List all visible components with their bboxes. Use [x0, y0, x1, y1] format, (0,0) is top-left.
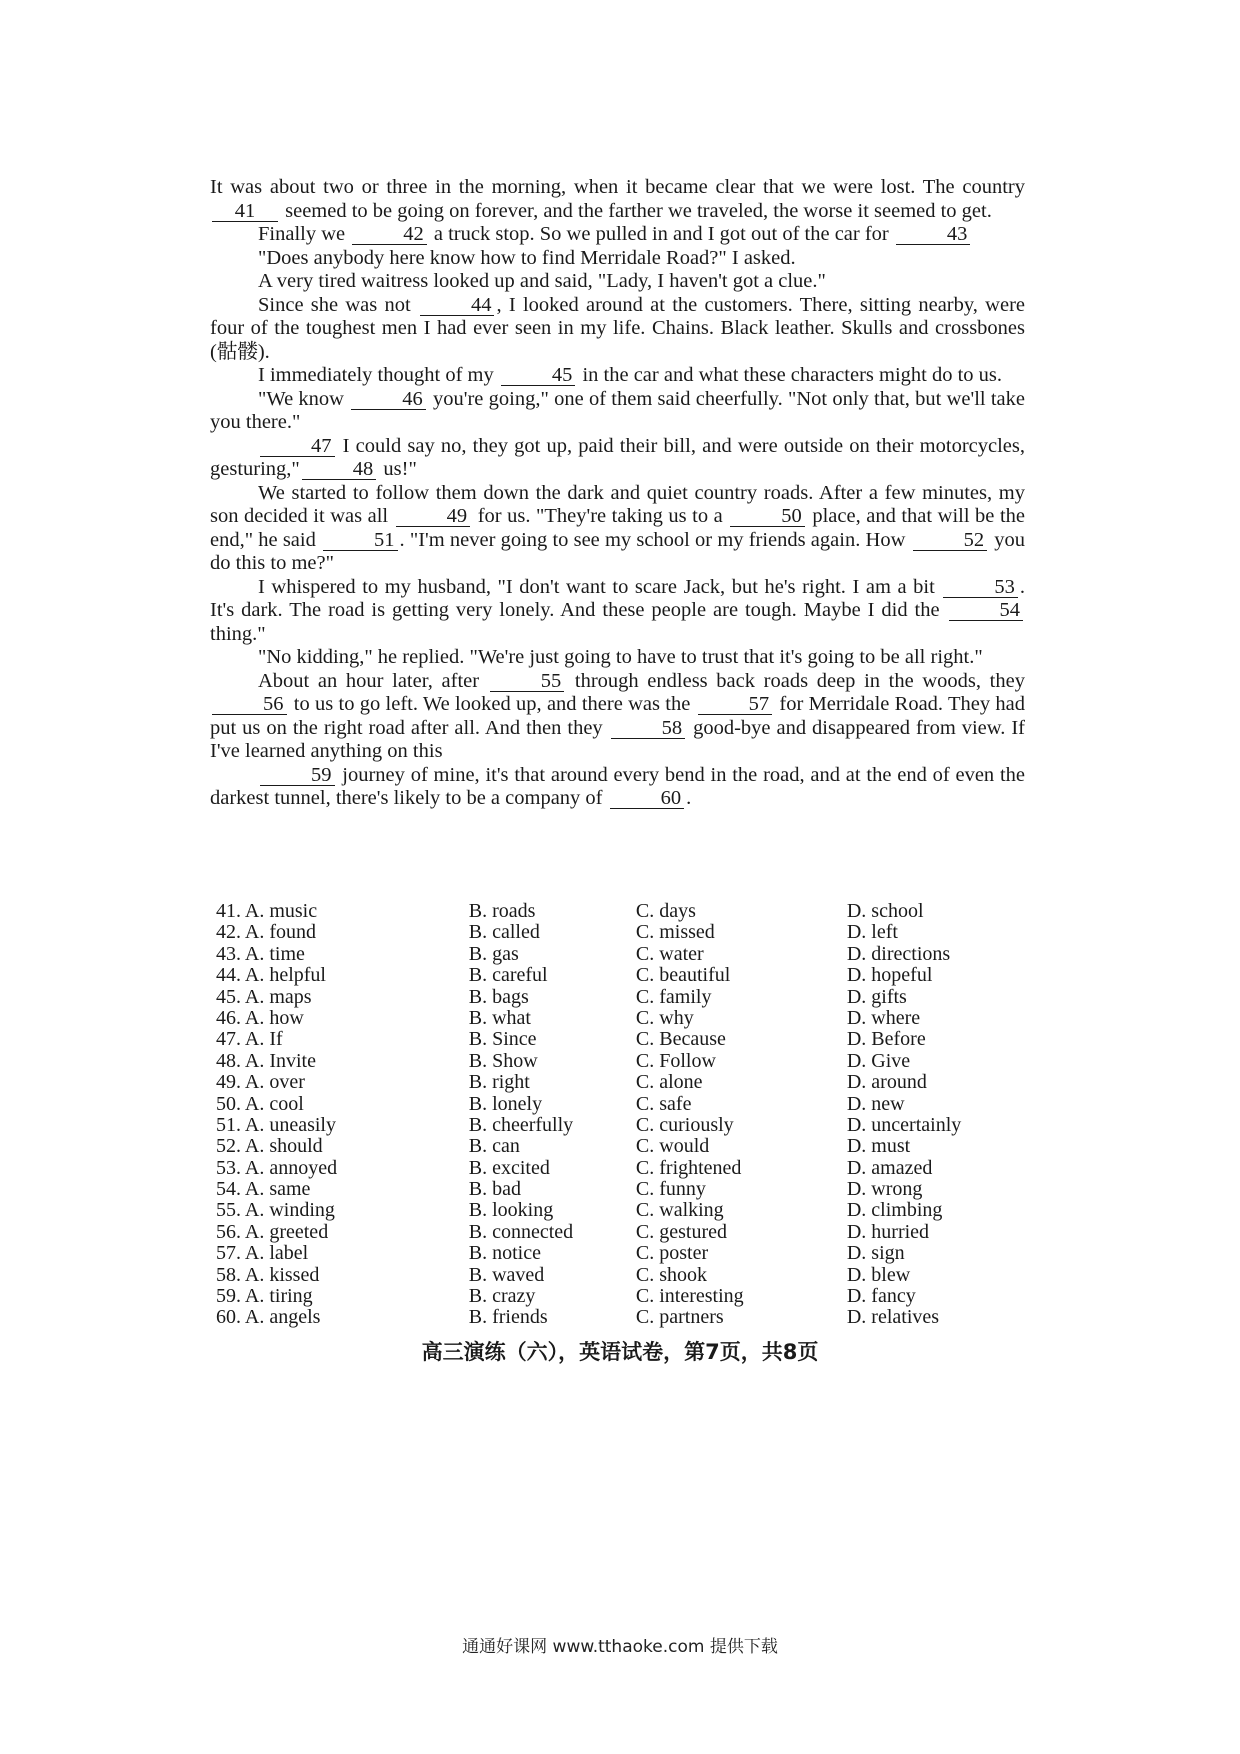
option-d: D. gifts [846, 985, 907, 1008]
text: I immediately thought of my [258, 364, 499, 386]
option-d: D. hurried [846, 1220, 930, 1243]
option-c: C. Because [635, 1028, 726, 1051]
blank-58: 58 [611, 718, 686, 739]
option-row [216, 1115, 1016, 1136]
blank-54: 54 [949, 600, 1024, 621]
blank-49: 49 [396, 506, 471, 527]
text: . It's dark. The road is getting very lonely. And these people are tough. Maybe I did the [210, 575, 1025, 621]
option-b: B. right [468, 1071, 530, 1094]
paragraph [210, 176, 1025, 223]
option-d: D. left [846, 921, 898, 944]
option-d: D. wrong [846, 1178, 923, 1201]
option-a: 45. A. maps [216, 985, 312, 1008]
blank-42: 42 [352, 224, 427, 245]
option-row [216, 1179, 1016, 1200]
blank-43: 43 [896, 224, 971, 245]
option-b: B. looking [468, 1199, 554, 1222]
option-b: B. excited [468, 1156, 550, 1179]
text: . [686, 787, 692, 809]
paragraph [210, 576, 1025, 647]
option-d: D. directions [846, 942, 951, 965]
page-footer-title: 高三演练（六），英语试卷，第7页，共8页 [421, 1340, 819, 1364]
option-b: B. cheerfully [468, 1113, 574, 1136]
option-row [216, 1307, 1016, 1328]
option-d: D. relatives [846, 1306, 940, 1329]
option-b: B. careful [468, 964, 548, 987]
text: journey of mine, it's that around every bend in the road, and at the end of even the darkest tunnel, there's likely to be a company of [210, 763, 1025, 809]
text: in the car and what these characters might do to us. [577, 364, 1003, 386]
option-row [216, 1051, 1016, 1072]
paragraph [210, 388, 1025, 435]
blank-53: 53 [943, 577, 1018, 598]
option-a: 46. A. how [216, 1006, 304, 1029]
text: you're going," one of them said cheerfully. "Not only that, but we'll take you there." [210, 387, 1025, 433]
option-b: B. friends [468, 1306, 548, 1329]
option-d: D. Before [846, 1028, 926, 1051]
download-note: 通通好课网 www.tthaoke.com 提供下载 [462, 1637, 778, 1657]
option-row [216, 1029, 1016, 1050]
text: . "I'm never going to see my school or my friends again. How [399, 528, 911, 551]
option-row [216, 1286, 1016, 1307]
blank-59: 59 [260, 765, 335, 786]
option-d: D. fancy [846, 1285, 916, 1308]
option-c: C. alone [635, 1071, 703, 1094]
text: to us to go left. We looked up, and there was the [288, 693, 696, 715]
blank-41: 41 [212, 201, 278, 222]
paragraph [210, 223, 1025, 247]
option-c: C. missed [635, 921, 715, 944]
blank-51: 51 [323, 530, 398, 551]
option-b: B. crazy [468, 1285, 536, 1308]
paragraph: A very tired waitress looked up and said, "Lady, I haven't got a clue." [258, 270, 826, 292]
option-d: D. around [846, 1071, 927, 1094]
blank-56: 56 [212, 694, 287, 715]
option-c: C. Follow [635, 1049, 716, 1072]
text: Since she was not [258, 293, 418, 316]
option-d: D. where [846, 1006, 921, 1029]
blank-60: 60 [610, 788, 685, 809]
option-d: D. sign [846, 1242, 905, 1265]
blank-52: 52 [913, 530, 988, 551]
option-a: 56. A. greeted [216, 1220, 329, 1243]
option-a: 53. A. annoyed [216, 1156, 338, 1179]
option-row [216, 1200, 1016, 1221]
option-b: B. what [468, 1006, 531, 1029]
option-a: 54. A. same [216, 1178, 311, 1201]
option-a: 48. A. Invite [216, 1049, 316, 1072]
option-row [216, 1265, 1016, 1286]
paragraph: "Does anybody here know how to find Merridale Road?" I asked. [258, 246, 796, 269]
blank-55: 55 [490, 671, 565, 692]
option-c: C. funny [635, 1178, 706, 1201]
option-c: C. why [635, 1006, 694, 1029]
option-a: 49. A. over [216, 1071, 305, 1094]
option-a: 50. A. cool [216, 1092, 304, 1115]
paragraph [210, 364, 1025, 388]
text: It was about two or three in the morning, when it became clear that we were lost. The country [210, 176, 1025, 198]
option-c: C. frightened [635, 1156, 742, 1179]
blank-46: 46 [351, 389, 426, 410]
option-row [216, 1243, 1016, 1264]
blank-57: 57 [698, 694, 773, 715]
option-row [216, 944, 1016, 965]
option-a: 59. A. tiring [216, 1285, 313, 1308]
option-a: 58. A. kissed [216, 1263, 320, 1286]
text: good-bye and disappeared from view. If I've learned anything on this [210, 716, 1025, 762]
option-a: 41. A. music [216, 900, 318, 922]
text: you do this to me?" [210, 528, 1025, 574]
option-row [216, 1158, 1016, 1179]
option-row [216, 1008, 1016, 1029]
option-b: B. roads [468, 900, 536, 922]
option-d: D. hopeful [846, 964, 933, 987]
option-a: 44. A. helpful [216, 964, 326, 987]
paragraph [210, 482, 1025, 576]
option-c: C. water [635, 942, 704, 965]
option-d: D. school [846, 900, 924, 922]
text: us!" [378, 458, 417, 480]
option-b: B. gas [468, 942, 519, 965]
option-a: 47. A. If [216, 1028, 283, 1051]
option-a: 57. A. label [216, 1242, 309, 1265]
option-c: C. family [635, 985, 712, 1008]
option-row [216, 1094, 1016, 1115]
option-b: B. lonely [468, 1092, 543, 1115]
option-b: B. bad [468, 1178, 521, 1201]
option-row [216, 965, 1016, 986]
option-row [216, 987, 1016, 1008]
option-c: C. curiously [635, 1113, 734, 1136]
option-a: 60. A. angels [216, 1306, 321, 1329]
text: thing." [210, 622, 266, 645]
option-row [216, 1222, 1016, 1243]
option-a: 42. A. found [216, 921, 316, 944]
blank-50: 50 [730, 506, 805, 527]
option-a: 55. A. winding [216, 1199, 335, 1222]
blank-48: 48 [302, 459, 377, 480]
blank-45: 45 [501, 365, 576, 386]
text: for us. "They're taking us to a [472, 505, 729, 527]
option-d: D. must [846, 1135, 911, 1158]
text: "We know [258, 387, 350, 410]
option-b: B. notice [468, 1242, 541, 1265]
option-c: C. shook [635, 1263, 708, 1286]
option-d: D. climbing [846, 1199, 943, 1222]
text: I whispered to my husband, "I don't want to scare Jack, but he's right. I am a bit [258, 575, 942, 598]
option-d: D. amazed [846, 1156, 933, 1179]
option-c: C. safe [635, 1092, 692, 1115]
option-b: B. Show [468, 1049, 538, 1072]
option-b: B. waved [468, 1263, 545, 1286]
option-b: B. bags [468, 985, 529, 1008]
option-c: C. gestured [635, 1220, 727, 1243]
option-row [216, 1136, 1016, 1157]
paragraph [210, 764, 1025, 811]
answer-options [216, 901, 1016, 1329]
paragraph: "No kidding," he replied. "We're just going to have to trust that it's going to be all right." [258, 646, 983, 668]
option-c: C. would [635, 1135, 710, 1158]
option-d: D. Give [846, 1049, 911, 1072]
option-a: 43. A. time [216, 942, 305, 965]
text: a truck stop. So we pulled in and I got out of the car for [428, 223, 894, 245]
paragraph [210, 435, 1025, 482]
option-b: B. called [468, 921, 540, 944]
blank-44: 44 [420, 295, 495, 316]
option-row [216, 922, 1016, 943]
option-c: C. walking [635, 1199, 724, 1222]
option-row [216, 1072, 1016, 1093]
cloze-passage [210, 176, 1025, 811]
text: seemed to be going on forever, and the farther we traveled, the worse it seemed to get. [280, 199, 992, 222]
option-b: B. can [468, 1135, 520, 1158]
option-c: C. partners [635, 1306, 724, 1329]
text: About an hour later, after [258, 669, 488, 692]
text: place, and that will be the end," he said [210, 505, 1025, 551]
option-b: B. connected [468, 1220, 574, 1243]
option-c: C. days [635, 900, 696, 922]
text: for Merridale Road. They had put us on the right road after all. And then they [210, 693, 1025, 739]
option-c: C. beautiful [635, 964, 731, 987]
option-b: B. Since [468, 1028, 537, 1051]
option-a: 51. A. uneasily [216, 1113, 336, 1136]
option-d: D. uncertainly [846, 1113, 962, 1136]
option-d: D. new [846, 1092, 905, 1115]
option-row [216, 901, 1016, 922]
paragraph [210, 670, 1025, 764]
text: through endless back roads deep in the woods, they [566, 669, 1025, 692]
blank-47: 47 [260, 436, 335, 457]
option-d: D. blew [846, 1263, 911, 1286]
paragraph [210, 294, 1025, 365]
text: , I looked around at the customers. There, sitting nearby, were four of the toughest men I had ever seen in my life. Chains. Black leather. Skulls and crossbones (骷髅). [210, 293, 1026, 363]
text: I could say no, they got up, paid their bill, and were outside on their motorcycles, gesturing," [210, 434, 1025, 480]
text: Finally we [258, 223, 351, 245]
option-a: 52. A. should [216, 1135, 323, 1158]
text: We started to follow them down the dark and quiet country roads. After a few minutes, my son decided it was all [210, 481, 1025, 527]
option-c: C. poster [635, 1242, 709, 1265]
option-c: C. interesting [635, 1285, 744, 1308]
